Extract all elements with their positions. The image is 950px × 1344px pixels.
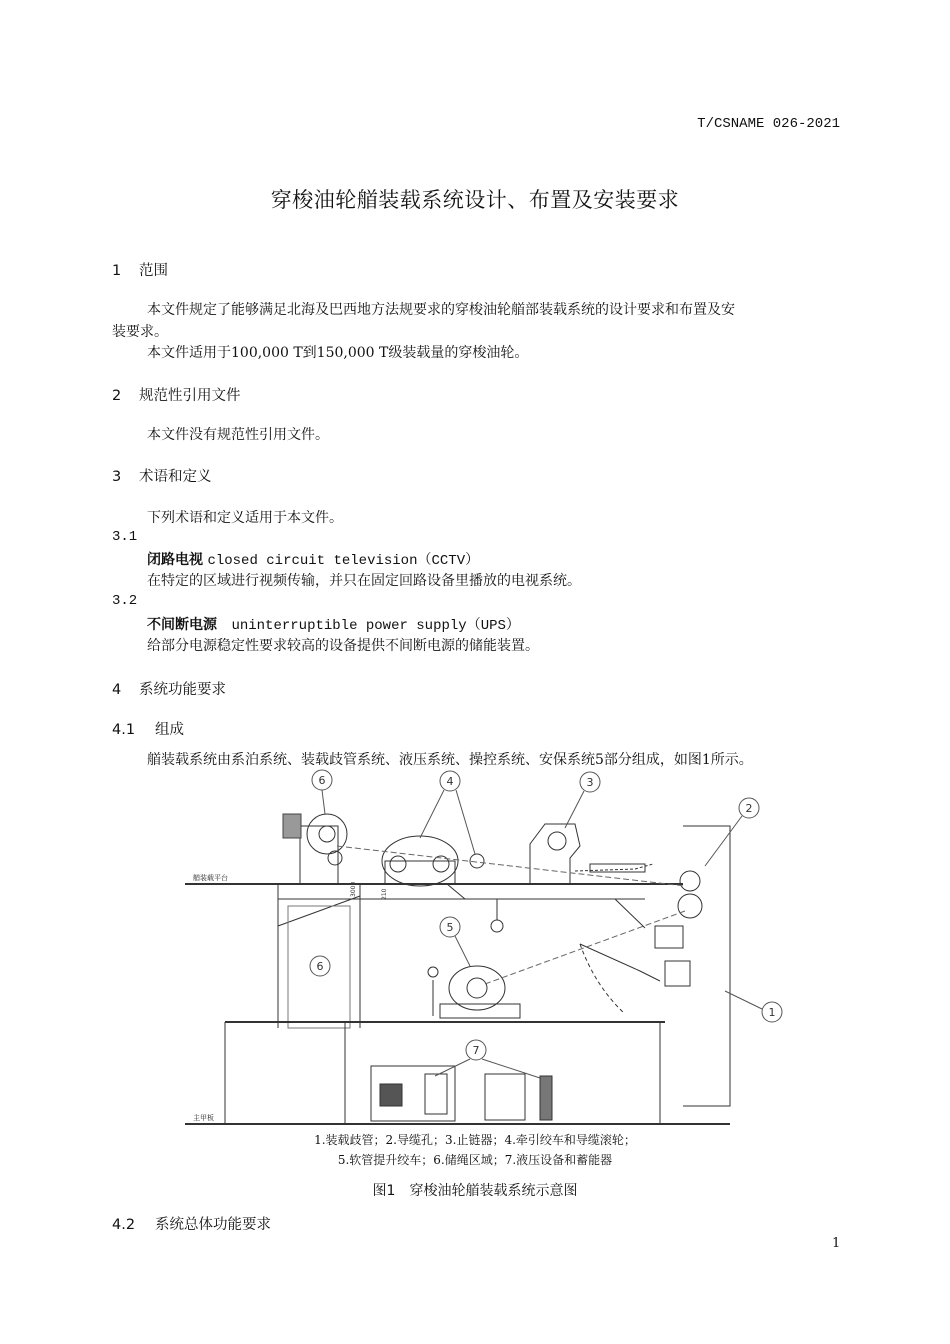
callout-number: 1	[768, 1006, 776, 1019]
callout-number: 6	[316, 960, 324, 973]
callout-leader	[565, 791, 584, 828]
support-brace	[615, 899, 645, 928]
subsection-4-1-heading	[112, 718, 184, 739]
callout-number: 2	[745, 802, 753, 815]
hose-winch-hub	[467, 978, 487, 998]
section-number: 2	[112, 388, 122, 404]
subsection-title: 系统总体功能要求	[155, 1217, 271, 1233]
operator-head	[428, 967, 438, 977]
term-zh: 不间断电源	[147, 617, 217, 633]
subsection-4-2-heading	[112, 1213, 271, 1234]
hose-arm	[580, 944, 660, 981]
loading-manifold	[655, 926, 683, 948]
callout-leader	[420, 790, 444, 838]
chain-line	[575, 864, 653, 871]
section-1-heading	[112, 259, 168, 280]
callout-leader	[456, 790, 475, 854]
callout-leader	[482, 1059, 540, 1078]
section-title: 规范性引用文件	[139, 388, 241, 404]
hydraulic-cabinet	[485, 1074, 525, 1120]
subsection-number: 4.2	[112, 1217, 136, 1233]
winch-gear	[390, 856, 406, 872]
hydraulic-tank	[425, 1074, 447, 1114]
dimension-label: 3000	[350, 881, 357, 897]
term-en: uninterruptible power supply（UPS）	[231, 618, 520, 634]
section-3-heading	[112, 465, 212, 486]
callout-leader	[435, 1059, 470, 1076]
subsection-title: 组成	[155, 722, 184, 738]
term-number: 3.1	[112, 529, 138, 545]
figure-title: 图1 穿梭油轮艏装载系统示意图	[372, 1183, 578, 1199]
figure-bow-loading-system-diagram	[185, 766, 785, 1130]
section-title: 范围	[139, 263, 168, 279]
callout-leader	[705, 816, 742, 866]
fairlead-sheave	[680, 871, 700, 891]
reel-motor	[283, 814, 301, 838]
callout-leader	[322, 790, 325, 814]
section-4-heading	[112, 678, 226, 699]
fairlead-roller	[470, 854, 484, 868]
reel-guide-wheel	[328, 851, 342, 865]
rope-path	[337, 846, 685, 886]
term-entry	[147, 614, 520, 634]
main-deck-label: 主甲板	[193, 1114, 214, 1122]
term-entry	[147, 549, 479, 569]
chain-stopper-pivot	[548, 832, 566, 850]
dimension-label: 210	[381, 888, 388, 900]
hose-lifting-winch	[449, 966, 505, 1010]
subsection-number: 4.1	[112, 722, 136, 738]
section-title: 术语和定义	[139, 469, 212, 485]
hydraulic-motor	[380, 1084, 402, 1106]
callout-number: 6	[318, 774, 326, 787]
section-2-heading	[112, 384, 241, 405]
paragraph: 下列术语和定义适用于本文件。	[147, 510, 343, 526]
page-number: 1	[832, 1236, 841, 1251]
support-brace	[447, 884, 465, 899]
chain-stopper	[530, 824, 580, 884]
paragraph: 本文件适用于100,000 T到150,000 T级装载量的穿梭油轮。	[147, 345, 529, 361]
storage-reel-hub	[319, 826, 335, 842]
term-number: 3.2	[112, 593, 138, 609]
figure-caption-line: 5.软管提升绞车；6.储绳区域；7.液压设备和蓄能器	[337, 1153, 613, 1167]
standard-number: T/CSNAME 026-2021	[697, 116, 840, 132]
callout-group	[310, 770, 782, 1078]
section-number: 1	[112, 263, 122, 279]
platform-label: 艏装载平台	[193, 874, 228, 882]
manifold-valve	[665, 961, 690, 986]
section-number: 3	[112, 469, 122, 485]
accumulator	[540, 1076, 552, 1120]
callout-number: 4	[446, 775, 454, 788]
paragraph: 艏装载系统由系泊系统、装载歧管系统、液压系统、操控系统、安保系统5部分组成，如图1所示。	[147, 752, 753, 768]
paragraph: 本文件没有规范性引用文件。	[147, 427, 329, 443]
fairlead-sheave	[678, 894, 702, 918]
document-title: 穿梭油轮艏装载系统设计、布置及安装要求	[270, 188, 680, 212]
section-title: 系统功能要求	[139, 682, 226, 698]
term-definition: 在特定的区域进行视频传输，并只在固定回路设备里播放的电视系统。	[147, 573, 581, 589]
fairlead-roller	[491, 920, 503, 932]
paragraph-continuation: 装要求。	[112, 324, 168, 340]
callout-number: 5	[446, 921, 454, 934]
callout-number: 3	[586, 776, 594, 789]
callout-leader	[455, 936, 470, 966]
term-zh: 闭路电视	[147, 552, 203, 568]
support-brace	[278, 896, 360, 926]
hose-winch-base	[440, 1004, 520, 1018]
term-definition: 给部分电源稳定性要求较高的设备提供不间断电源的储能装置。	[147, 638, 539, 654]
figure-caption-line: 1.装载歧管；2.导缆孔；3.止链器；4.牵引绞车和导缆滚轮；	[314, 1133, 636, 1147]
term-en: closed circuit television（CCTV）	[207, 553, 480, 569]
storage-reel-drum	[307, 814, 347, 854]
section-number: 4	[112, 682, 122, 698]
callout-leader	[725, 991, 762, 1009]
callout-number: 7	[472, 1044, 480, 1057]
paragraph: 本文件规定了能够满足北海及巴西地方法规要求的穿梭油轮艏部装载系统的设计要求和布置及安	[147, 302, 735, 318]
